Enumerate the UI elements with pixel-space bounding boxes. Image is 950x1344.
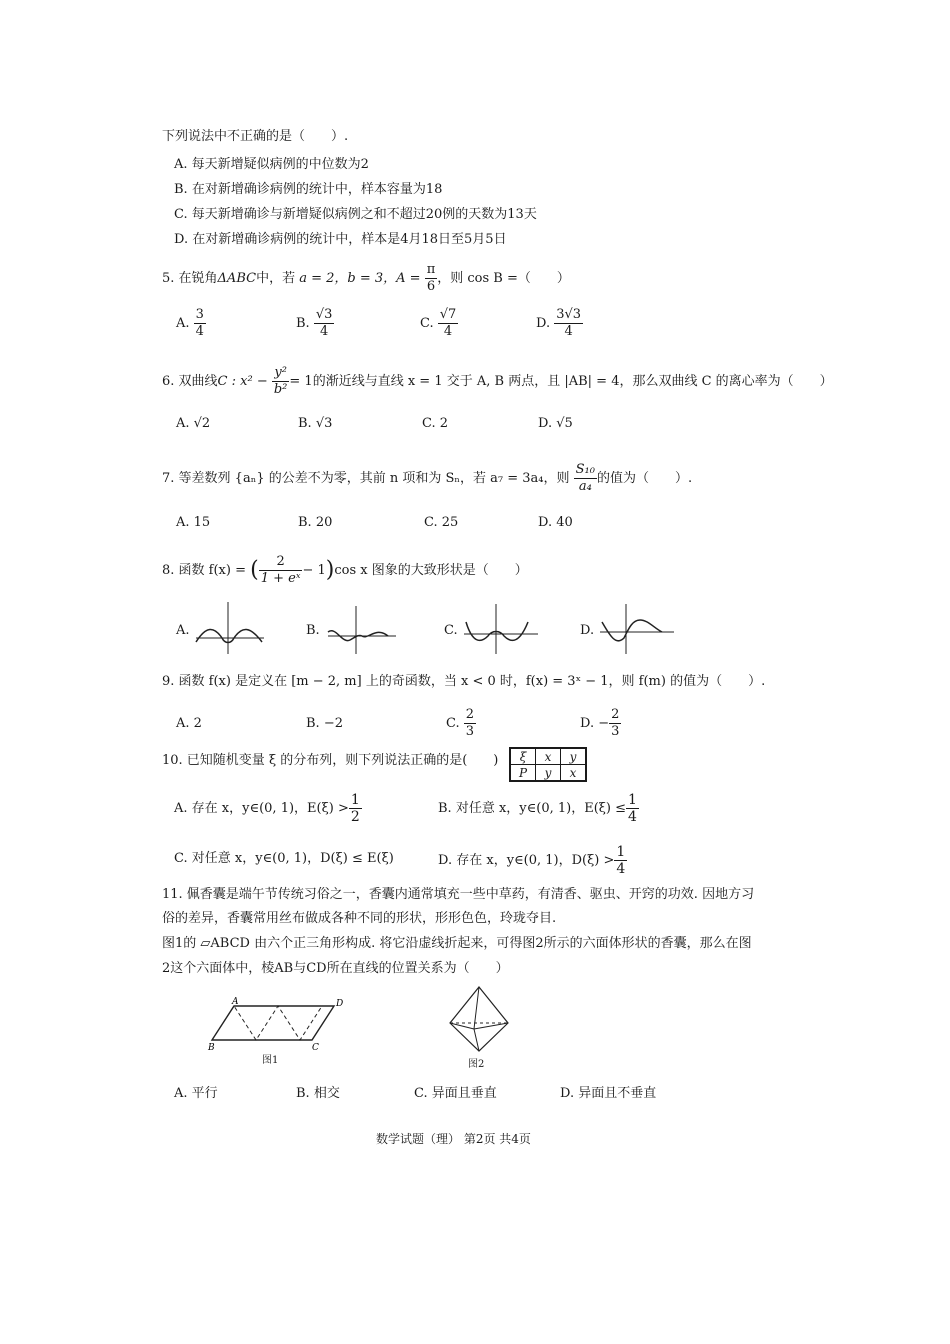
- table-row: P y x: [510, 765, 586, 782]
- q4-stem: 下列说法中不正确的是（ ）.: [162, 129, 349, 144]
- q9-stem: 9. 函数 f(x) 是定义在 [m − 2, m] 上的奇函数，当 x < 0 时，f(x) = 3ˣ − 1，则 f(m) 的值为（ ）.: [162, 674, 766, 689]
- q10-option-d: D. 存在 x，y∈(0, 1)，D(ξ) > $\frac{1}{4}$: [438, 844, 626, 877]
- q11-option-a: A. 平行: [174, 1086, 218, 1101]
- q11-line-1: 11. 佩香囊是端午节传统习俗之一，香囊内通常填充一些中草药，有清香、驱虫、开窍的功效. 因地方习: [162, 887, 755, 902]
- fig1-point-c: C: [312, 1043, 319, 1053]
- q4-option-a: A. 每天新增疑似病例的中位数为2: [174, 157, 369, 172]
- q8-graph-a: [194, 598, 266, 656]
- q10-option-c: C. 对任意 x，y∈(0, 1)，D(ξ) ≤ E(ξ): [174, 851, 394, 866]
- q11-line-4: 2这个六面体中，棱AB与CD所在直线的位置关系为（ ）: [162, 961, 509, 976]
- q5-pi-over-6: $\frac{\pi}{6}$: [426, 262, 436, 294]
- q5-option-d: D. $\frac{3√3}{4}$: [536, 307, 582, 339]
- q5-option-a: A. $\frac{3}{4}$: [176, 307, 204, 339]
- q6-option-d: D. √5: [538, 416, 573, 431]
- fig1-point-a: A: [232, 997, 239, 1007]
- q11-option-c: C. 异面且垂直: [414, 1086, 497, 1101]
- q8-option-b-label: B.: [306, 623, 320, 638]
- q6-option-a: A. √2: [176, 416, 211, 431]
- q11-figure-1: [208, 998, 358, 1054]
- q8-graph-d: [598, 602, 676, 656]
- q4-option-d: D. 在对新增确诊病例的统计中，样本是4月18日至5月5日: [174, 232, 507, 247]
- q11-figure-2-caption: 图2: [468, 1059, 485, 1070]
- q11-figure-2: [446, 985, 512, 1055]
- q11-option-d: D. 异面且不垂直: [560, 1086, 657, 1101]
- q10-option-a: A. 存在 x，y∈(0, 1)，E(ξ) > $\frac{1}{2}$: [174, 792, 360, 825]
- q9-option-a: A. 2: [176, 716, 202, 731]
- q11-option-b: B. 相交: [296, 1086, 340, 1101]
- q8-stem: 8. 函数 f(x) = ( $\frac{2}{\text{1 + eˣ}}$ − 1)cos x 图象的大致形状是（ ）: [162, 554, 528, 586]
- q9-option-c: C. $\frac{2}{3}$: [446, 707, 475, 739]
- q6-option-c: C. 2: [422, 416, 449, 431]
- q8-option-d-label: D.: [580, 623, 595, 638]
- q7-stem: 7. 等差数列 {aₙ} 的公差不为零，其前 n 项和为 Sₙ，若 a₇ = 3a₄，则 $\frac{\text{S₁₀}}{\text{a₄}}$ 的值为（ ）.: [162, 462, 693, 494]
- q9-option-d: D. − $\frac{2}{3}$: [580, 707, 620, 739]
- q9-option-b: B. −2: [306, 716, 343, 731]
- q10-stem: 10. 已知随机变量 ξ 的分布列，则下列说法正确的是( ): [162, 753, 499, 768]
- q5-option-b: B. $\frac{√3}{4}$: [296, 307, 333, 339]
- q7-option-a: A. 15: [176, 515, 211, 530]
- q8-graph-b: [326, 604, 398, 656]
- q10-distribution-table: [509, 747, 587, 782]
- q8-option-c-label: C.: [444, 623, 458, 638]
- page-footer: 数学试题（理） 第2页 共4页: [376, 1132, 531, 1146]
- q7-option-d: D. 40: [538, 515, 573, 530]
- q7-option-c: C. 25: [424, 515, 459, 530]
- q5-option-c: C. $\frac{√7}{4}$: [420, 307, 457, 339]
- q8-graph-c: [462, 602, 540, 656]
- q4-option-c: C. 每天新增确诊与新增疑似病例之和不超过20例的天数为13天: [174, 207, 537, 222]
- q6-stem: 6. 双曲线C : x² − $\frac{\text{y²}}{\text{b²}}$ = 1的渐近线与直线 x = 1 交于 A, B 两点，且 |AB| = 4，那么双曲线 C 的离心率为（ ）: [162, 365, 833, 397]
- q11-line-3: 图1的 ▱ABCD 由六个正三角形构成. 将它沿虚线折起来，可得图2所示的六面体形状的香囊，那么在图: [162, 936, 752, 951]
- q8-option-a-label: A.: [176, 623, 190, 638]
- q11-line-2: 俗的差异，香囊常用丝布做成各种不同的形状，形形色色，玲珑夺目.: [162, 911, 557, 926]
- q6-option-b: B. √3: [298, 416, 333, 431]
- q4-option-b: B. 在对新增确诊病例的统计中，样本容量为18: [174, 182, 443, 197]
- table-row: ξ x y: [510, 748, 586, 765]
- fig1-point-d: D: [336, 999, 344, 1009]
- q10-option-b: B. 对任意 x，y∈(0, 1)，E(ξ) ≤ $\frac{1}{4}$: [438, 792, 637, 825]
- q5-stem: 5. 在锐角ΔABC中，若 a = 2，b = 3，A = $\frac{\pi}{6}$ ，则 cos B =（ ）: [162, 262, 570, 294]
- fig1-point-b: B: [208, 1043, 215, 1053]
- q11-figure-1-caption: 图1: [262, 1055, 279, 1066]
- q7-option-b: B. 20: [298, 515, 333, 530]
